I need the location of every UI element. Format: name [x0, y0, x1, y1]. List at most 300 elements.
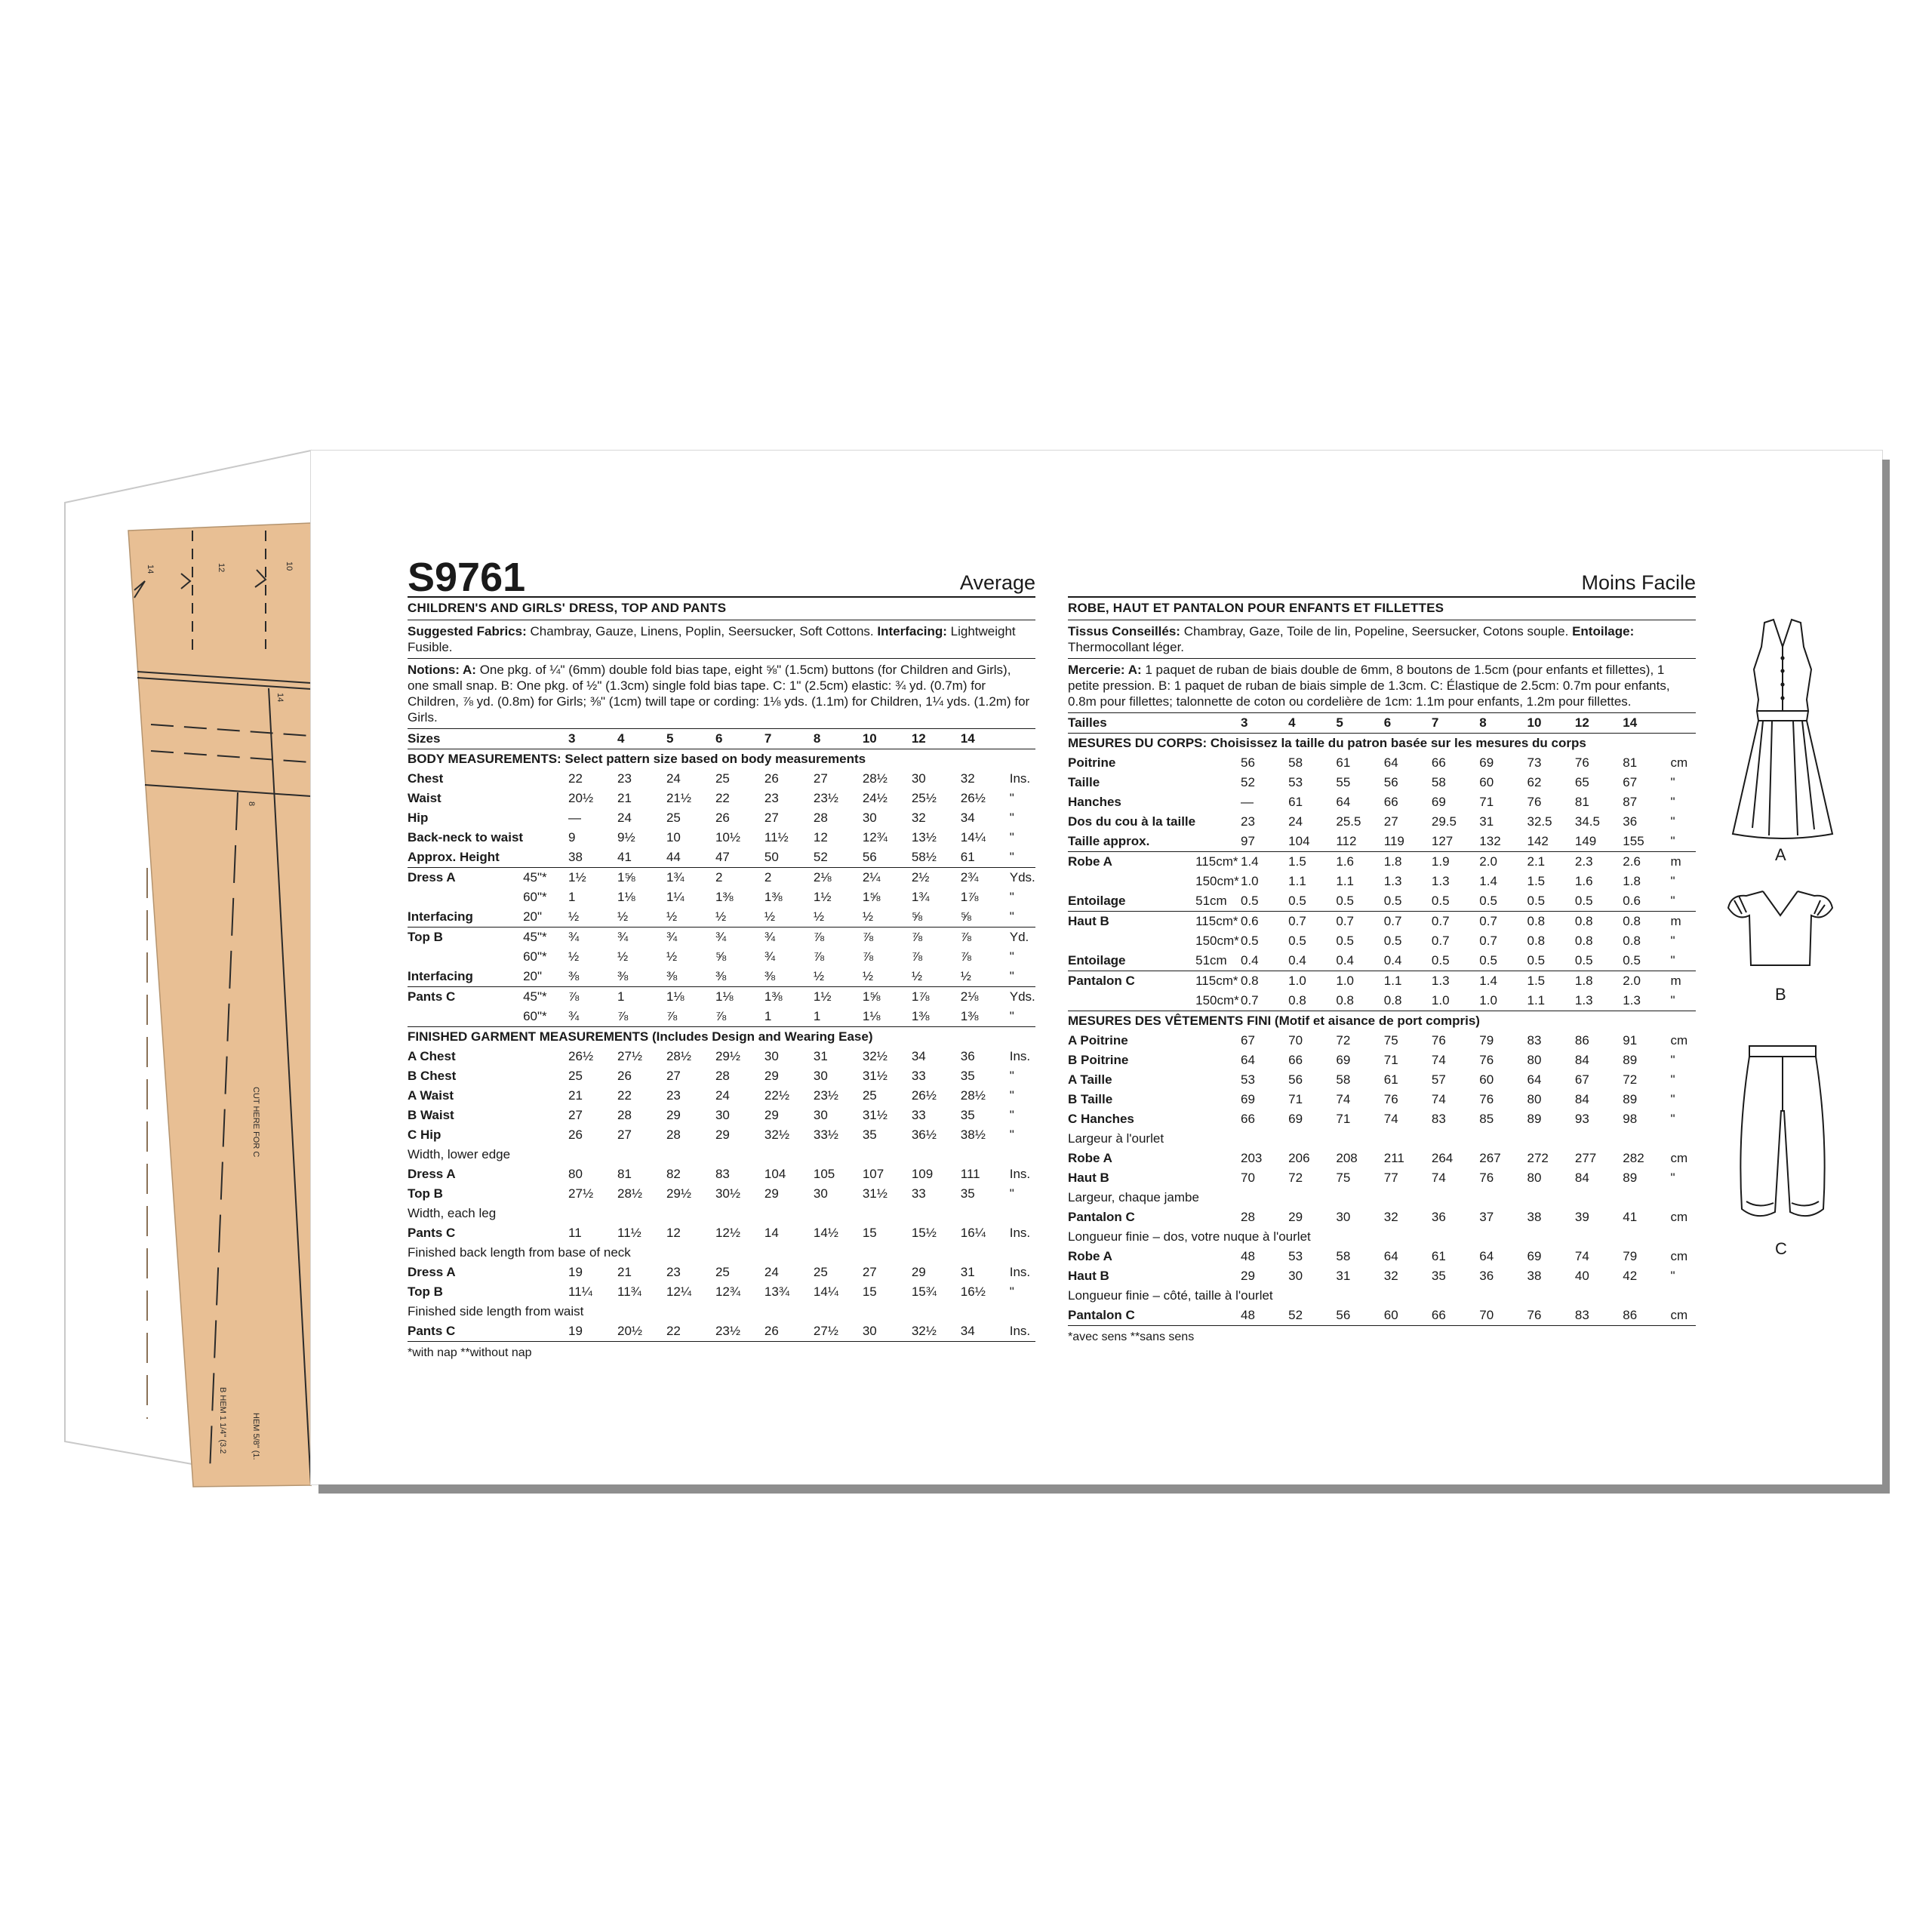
size-value: 64 [1383, 755, 1398, 770]
size-value: 11½ [764, 830, 789, 844]
measurement-row [408, 987, 1035, 1008]
size-value: ⅞ [617, 1007, 666, 1027]
french-column [1068, 551, 1696, 1344]
size-value: 22 [568, 771, 583, 786]
size-value: 75 [1383, 1033, 1398, 1048]
measurement-row [1068, 1266, 1696, 1286]
size-value: 132 [1479, 832, 1527, 852]
size-value: 76 [1527, 1306, 1574, 1326]
size-value: 1 [568, 890, 576, 904]
size-value: 0.8 [1623, 914, 1641, 928]
size-value: 81 [617, 1167, 632, 1181]
unit: " [1009, 1186, 1014, 1201]
size-value: 1½ [813, 890, 832, 904]
unit: Yds. [1009, 989, 1035, 1004]
row-label: Interfacing [408, 907, 523, 928]
size-value: 12¾ [862, 830, 888, 844]
view-c-label: C [1775, 1239, 1787, 1258]
size-value: 14 [764, 1226, 779, 1240]
row-label: Robe A [1068, 1151, 1112, 1165]
measurement-row [1068, 1149, 1696, 1168]
size-value: 0.7 [1336, 914, 1354, 928]
unit: " [1009, 1128, 1014, 1142]
size-value: 0.7 [1479, 934, 1497, 948]
fabric-width [523, 1125, 568, 1145]
size-value: 33 [911, 1186, 926, 1201]
size-value: 119 [1384, 832, 1432, 852]
size-value: ¾ [764, 949, 776, 964]
size-value: 58 [1336, 1249, 1351, 1263]
size-value: 277 [1574, 1151, 1597, 1165]
size-value: 0.5 [1575, 891, 1623, 912]
size-value: 1.4 [1240, 854, 1259, 869]
size-value: 15 [862, 1284, 877, 1299]
size-value: 26 [764, 1321, 814, 1342]
size-value: 31 [960, 1265, 975, 1279]
size-value: 27 [617, 1128, 632, 1142]
size-value: 11¼ [568, 1284, 592, 1299]
unit: " [1670, 1171, 1675, 1185]
row-label: Pants C [408, 1321, 523, 1342]
size-value: 61 [1336, 755, 1351, 770]
size-value: 73 [1527, 755, 1542, 770]
size-value: 2.0 [1623, 974, 1641, 988]
size-value: 21 [617, 791, 632, 805]
fabric-width [523, 1321, 568, 1342]
french-interfacing-label: Entoilage: [1572, 624, 1635, 638]
size-value: 206 [1288, 1151, 1310, 1165]
size-value: 38½ [960, 1128, 986, 1142]
size-value: 23 [1240, 814, 1255, 829]
size-value: 10 [1527, 713, 1574, 734]
size-value: 36 [1431, 1210, 1446, 1224]
size-value: 1⅛ [863, 1007, 912, 1027]
size-value: 58 [1336, 1072, 1351, 1087]
unit: " [1010, 848, 1035, 868]
size-value: 91 [1623, 1033, 1638, 1048]
fabric-width [1195, 1090, 1241, 1109]
size-value: 71 [1479, 795, 1494, 809]
unit: " [1009, 830, 1014, 844]
fabric-width [523, 1086, 568, 1106]
fabric-width [1195, 773, 1241, 792]
measurement-row [408, 1086, 1035, 1106]
unit: " [1670, 1092, 1675, 1106]
measurement-row [408, 967, 1035, 987]
size-value: 89 [1527, 1112, 1542, 1126]
fabric-width [523, 789, 568, 808]
tissue-mark-2: 12 [217, 563, 226, 573]
size-value: 12 [912, 729, 961, 749]
pattern-back-sheet [311, 451, 1882, 1484]
size-value: 52 [1288, 1306, 1336, 1326]
size-value: 9 [568, 830, 576, 844]
measurement-row [1068, 991, 1696, 1011]
row-label: Waist [408, 791, 441, 805]
size-value: 69 [1336, 1053, 1351, 1067]
size-value: ½ [617, 907, 666, 928]
size-value: 35 [1431, 1269, 1446, 1283]
size-value: 35 [862, 1128, 877, 1142]
size-value: 74 [1574, 1249, 1589, 1263]
measurement-row [1068, 931, 1696, 951]
row-label: C Hanches [1068, 1112, 1134, 1126]
size-value: 52 [814, 848, 863, 868]
measurement-row [1068, 912, 1696, 932]
size-value: 11 [568, 1226, 582, 1240]
french-notions-label: Mercerie: A: [1068, 663, 1142, 677]
size-value: 37 [1479, 1210, 1494, 1224]
size-value: 89 [1623, 1053, 1638, 1067]
size-value: 1.1 [1288, 874, 1306, 888]
size-value: 98 [1623, 1112, 1638, 1126]
size-value: ¾ [666, 930, 678, 944]
size-value: 80 [568, 1167, 583, 1181]
row-label: Top B [408, 1186, 443, 1201]
row-label: Tailles [1068, 713, 1195, 734]
size-value: 23 [617, 771, 632, 786]
size-value: 69 [1431, 795, 1446, 809]
size-value: ⅞ [813, 949, 825, 964]
unit: " [1670, 1112, 1675, 1126]
size-value: 10 [666, 830, 681, 844]
measurement-row [1068, 1051, 1696, 1070]
size-value: ⅞ [911, 949, 922, 964]
notions-paragraph [408, 659, 1035, 729]
fabric-width [523, 828, 568, 848]
size-value: 104 [1288, 832, 1336, 852]
size-value: ⅝ [961, 907, 1010, 928]
fabric-width [523, 1106, 568, 1125]
size-value: 76 [1383, 1092, 1398, 1106]
size-value: 86 [1623, 1306, 1670, 1326]
size-value: 13½ [911, 830, 937, 844]
size-value: 69 [1527, 1249, 1542, 1263]
size-value: 30 [813, 1108, 828, 1122]
size-value: ⅞ [862, 930, 874, 944]
size-value: 14 [961, 729, 1010, 749]
size-value: 64 [1336, 795, 1351, 809]
size-value: 0.6 [1240, 914, 1259, 928]
unit: cm [1670, 1210, 1688, 1224]
size-value: 22 [715, 791, 730, 805]
measurement-row [408, 769, 1035, 789]
size-value: 1 [764, 1007, 814, 1027]
size-value: ½ [715, 907, 764, 928]
size-value: 24½ [862, 791, 888, 805]
row-label: Sizes [408, 729, 523, 749]
measurement-row [408, 907, 1035, 928]
row-label: Pantalon C [1068, 974, 1135, 988]
size-value: ⅞ [960, 949, 971, 964]
size-value: 35 [960, 1108, 975, 1122]
size-value: 1.0 [1240, 874, 1259, 888]
size-value: 22 [666, 1321, 715, 1342]
size-value: 0.5 [1623, 951, 1670, 971]
row-label: C Hip [408, 1128, 441, 1142]
size-value: 1⅜ [764, 989, 783, 1004]
size-value: 41 [617, 848, 666, 868]
english-header [408, 551, 1035, 598]
size-value: 27 [666, 1069, 681, 1083]
row-label: Top B [408, 1284, 443, 1299]
size-value: 31½ [862, 1069, 888, 1083]
size-value: ⅜ [764, 967, 814, 987]
size-value: 81 [1574, 795, 1589, 809]
size-value: 26 [764, 771, 779, 786]
unit: " [1670, 891, 1696, 912]
size-value: 1⅝ [862, 890, 881, 904]
size-value: 83 [1575, 1306, 1623, 1326]
size-value: 24 [617, 811, 632, 825]
measurement-row [1068, 1031, 1696, 1051]
size-value: 74 [1431, 1053, 1446, 1067]
fabric-width [1195, 1109, 1241, 1129]
fabric-width: 60"* [523, 890, 547, 904]
row-label [408, 1007, 523, 1027]
row-label: A Poitrine [1068, 1033, 1128, 1048]
size-value: 27½ [814, 1321, 863, 1342]
unit: " [1670, 1072, 1675, 1087]
size-value: 1⅜ [764, 890, 783, 904]
size-value: 76 [1479, 1092, 1494, 1106]
size-value: 2½ [911, 870, 930, 884]
notions-label: Notions: A: [408, 663, 476, 677]
size-value: 1.5 [1527, 974, 1546, 988]
size-value: ¾ [568, 930, 580, 944]
size-value: ⅝ [715, 949, 727, 964]
size-value: 48 [1240, 1249, 1255, 1263]
size-value: 10½ [715, 830, 741, 844]
size-value: 19 [568, 1265, 583, 1279]
row-label: Robe A [1068, 854, 1112, 869]
size-value: 67 [1623, 775, 1638, 789]
size-value: 25.5 [1336, 814, 1361, 829]
size-value: 29 [715, 1128, 730, 1142]
size-value: 69 [1240, 1092, 1255, 1106]
row-label: Dress A [408, 1265, 456, 1279]
size-value: 70 [1288, 1033, 1303, 1048]
measurement-row [1068, 891, 1696, 912]
unit: " [1670, 1269, 1675, 1283]
size-value: 71 [1383, 1053, 1398, 1067]
size-value: 31 [1479, 814, 1494, 829]
size-value: 58 [1288, 755, 1303, 770]
fabric-width [523, 1223, 568, 1243]
size-value: ½ [961, 967, 1010, 987]
unit: Ins. [1009, 1265, 1031, 1279]
row-label: A Waist [408, 1088, 454, 1103]
view-a-label: A [1775, 845, 1786, 864]
size-value: 272 [1527, 1151, 1549, 1165]
french-footnote: *avec sens **sans sens [1068, 1331, 1195, 1343]
row-heading: FINISHED GARMENT MEASUREMENTS (Includes Design and Wearing Ease) [408, 1029, 873, 1044]
size-value: 33 [911, 1069, 926, 1083]
size-value: 16¼ [960, 1226, 986, 1240]
size-value: ½ [912, 967, 961, 987]
fabric-width [1195, 792, 1241, 812]
size-value: 1.0 [1336, 974, 1354, 988]
size-value: 1.4 [1479, 874, 1497, 888]
size-value: 1 [814, 1007, 863, 1027]
size-value: 267 [1479, 1151, 1501, 1165]
english-size-chart [408, 729, 1035, 1342]
cut-here-label: CUT HERE FOR C [251, 1087, 260, 1158]
row-label [408, 888, 523, 907]
measurement-row [1068, 1090, 1696, 1109]
row-heading: Longueur finie – côté, taille à l'ourlet [1068, 1288, 1273, 1303]
section-heading-row [1068, 734, 1696, 754]
size-value: 26½ [568, 1049, 594, 1063]
size-value: 12¼ [666, 1284, 692, 1299]
size-value: 203 [1240, 1151, 1263, 1165]
size-value: 29.5 [1431, 814, 1457, 829]
measurement-row [408, 868, 1035, 888]
measurement-row [408, 1164, 1035, 1184]
row-heading: Longueur finie – dos, votre nuque à l'ourlet [1068, 1229, 1311, 1244]
row-heading: Width, each leg [408, 1206, 497, 1220]
size-value: 64 [1479, 1249, 1494, 1263]
fabric-width [1195, 812, 1241, 832]
size-value: 0.5 [1336, 934, 1354, 948]
size-value: 80 [1527, 1092, 1542, 1106]
row-heading: Finished side length from waist [408, 1304, 584, 1318]
size-value: 20½ [568, 791, 594, 805]
row-label: Taille approx. [1068, 832, 1195, 852]
size-value: 47 [715, 848, 764, 868]
measurement-row [408, 1263, 1035, 1282]
fabric-width: 115cm* [1195, 914, 1238, 928]
fabric-width [523, 808, 568, 828]
size-value: 61 [1431, 1249, 1446, 1263]
size-value: 33 [911, 1108, 926, 1122]
hem-b-label: B HEM 1 1/4" (3.2 [218, 1387, 227, 1454]
size-value: 26 [568, 1128, 583, 1142]
size-value: 282 [1623, 1151, 1644, 1165]
english-footnote: *with nap **without nap [408, 1346, 532, 1359]
size-value: 56 [1383, 775, 1398, 789]
size-value: 33½ [813, 1128, 838, 1142]
row-label: A Taille [1068, 1072, 1112, 1087]
size-value: 0.8 [1574, 914, 1593, 928]
sizes-header-row [408, 729, 1035, 749]
size-value: 0.7 [1431, 934, 1450, 948]
size-value: 0.5 [1432, 951, 1479, 971]
size-value: ½ [863, 967, 912, 987]
fabric-width: 45"* [523, 989, 547, 1004]
size-value: 84 [1574, 1171, 1589, 1185]
size-value: 1.0 [1479, 991, 1527, 1011]
size-value: 38 [1527, 1210, 1542, 1224]
size-value: 67 [1240, 1033, 1255, 1048]
measurement-row [408, 1184, 1035, 1204]
size-value: 36 [1479, 1269, 1494, 1283]
unit: cm [1670, 1151, 1688, 1165]
row-label: Approx. Height [408, 848, 523, 868]
size-value: 74 [1383, 1112, 1398, 1126]
row-label: A Chest [408, 1049, 456, 1063]
size-value: ½ [863, 907, 912, 928]
row-label: Hip [408, 811, 429, 825]
size-value: 39 [1574, 1210, 1589, 1224]
fabric-width [1195, 753, 1241, 773]
size-value: 27 [862, 1265, 877, 1279]
tissue-mark-4: 14 [275, 693, 285, 703]
size-value: 80 [1527, 1053, 1542, 1067]
fabrics-label: Suggested Fabrics: [408, 624, 527, 638]
size-value: 104 [764, 1167, 786, 1181]
size-value: 30 [715, 1108, 730, 1122]
size-value: 1.3 [1623, 991, 1670, 1011]
fabric-width: 45"* [523, 870, 547, 884]
unit: " [1670, 832, 1696, 852]
size-value: 31½ [862, 1186, 888, 1201]
size-value: 4 [617, 729, 666, 749]
size-value: ⅜ [568, 967, 617, 987]
fabric-width [523, 1047, 568, 1066]
size-value: 23½ [813, 791, 838, 805]
size-value: 0.8 [1527, 914, 1546, 928]
size-value: 74 [1431, 1092, 1446, 1106]
fabric-width [1195, 1149, 1241, 1168]
size-value: 23 [666, 1088, 681, 1103]
size-value: 1.8 [1623, 874, 1641, 888]
row-label: Dress A [408, 870, 456, 884]
size-value: 0.8 [1336, 991, 1383, 1011]
size-value: 0.7 [1383, 914, 1402, 928]
group-heading-row [1068, 1227, 1696, 1247]
size-value: 127 [1432, 832, 1479, 852]
size-value: 70 [1240, 1171, 1255, 1185]
size-value: 57 [1431, 1072, 1446, 1087]
french-size-chart [1068, 713, 1696, 1326]
size-value: 23 [666, 1265, 681, 1279]
size-value: 76 [1574, 755, 1589, 770]
size-value: 42 [1623, 1269, 1638, 1283]
size-value: 21½ [666, 791, 692, 805]
size-value: 76 [1527, 795, 1542, 809]
size-value: 7 [764, 729, 814, 749]
size-value: 66 [1431, 755, 1446, 770]
measurement-row [408, 1321, 1035, 1342]
size-value: 69 [1479, 755, 1494, 770]
size-value: 2¼ [862, 870, 881, 884]
size-value: 24 [666, 771, 681, 786]
size-value: 0.8 [1574, 934, 1593, 948]
size-value: 71 [1288, 1092, 1303, 1106]
group-heading-row [408, 1302, 1035, 1321]
size-value: 31½ [862, 1108, 888, 1122]
fabric-width: 51cm [1195, 951, 1241, 971]
size-value: 15¾ [911, 1284, 937, 1299]
row-label: Pants C [408, 1226, 456, 1240]
row-heading: Finished back length from base of neck [408, 1245, 631, 1260]
measurement-row [408, 1066, 1035, 1086]
size-value: ⅜ [715, 967, 764, 987]
size-value: 32½ [912, 1321, 961, 1342]
measurement-row [408, 1007, 1035, 1027]
size-value: 52 [1240, 775, 1255, 789]
size-value: 0.5 [1432, 891, 1479, 912]
size-value: 69 [1288, 1112, 1303, 1126]
measurement-row [1068, 1208, 1696, 1227]
fabric-width [523, 848, 568, 868]
french-pattern-title: ROBE, HAUT ET PANTALON POUR ENFANTS ET FILLETTES [1068, 598, 1696, 620]
size-value: 0.5 [1527, 891, 1574, 912]
pattern-title: CHILDREN'S AND GIRLS' DRESS, TOP AND PANTS [408, 598, 1035, 620]
size-value: 7 [1432, 713, 1479, 734]
group-heading-row [408, 1204, 1035, 1223]
